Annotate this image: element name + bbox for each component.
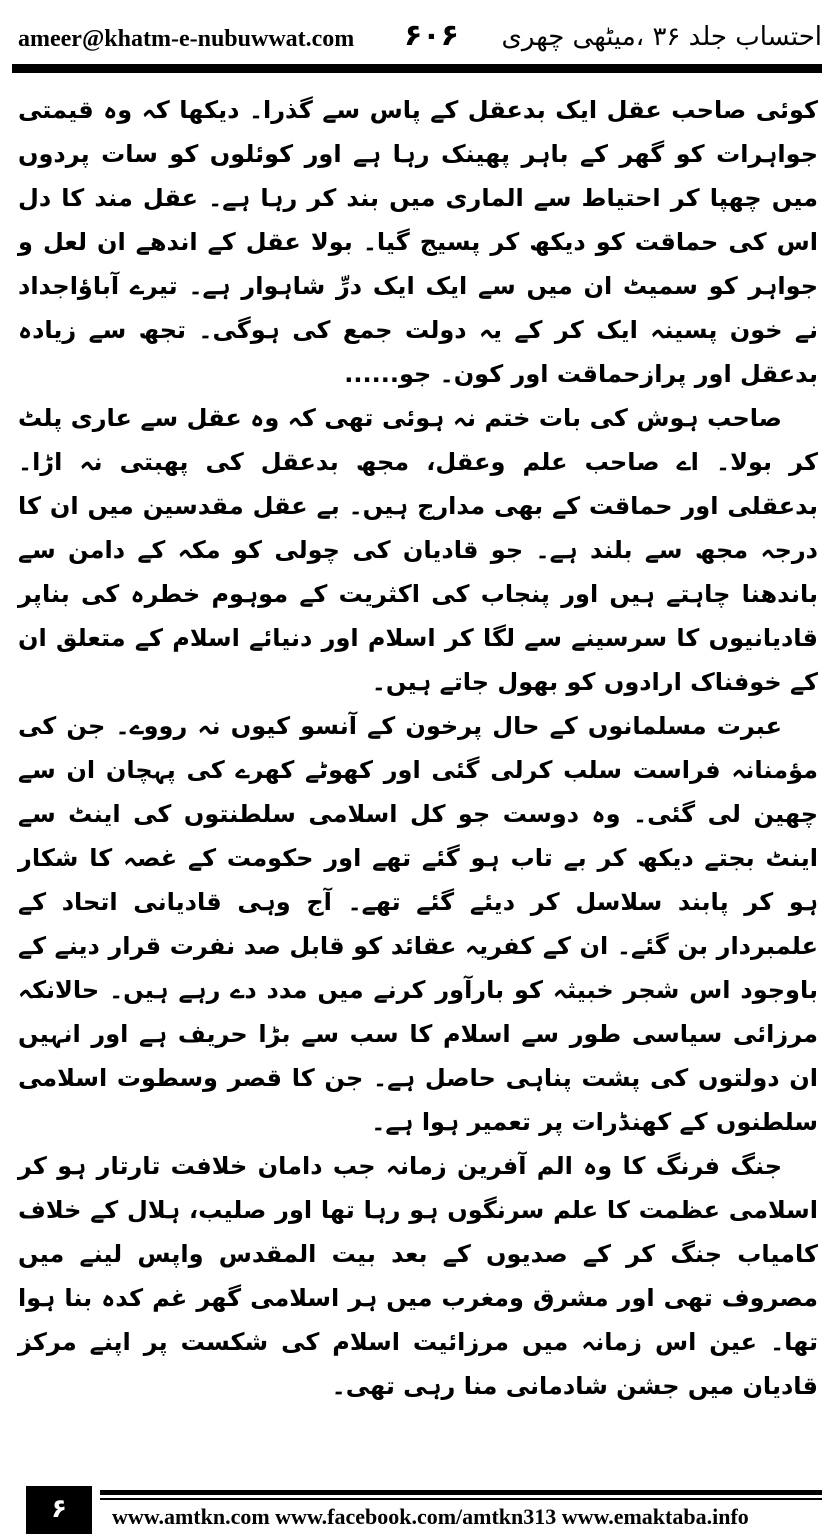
page-header bbox=[18, 14, 822, 56]
footer-page-box: ۶ bbox=[26, 1486, 92, 1534]
footer-links[interactable]: www.amtkn.com www.facebook.com/amtkn313 www.emaktaba.info bbox=[112, 1504, 749, 1529]
paragraph-4: جنگ فرنگ کا وہ الم آفرین زمانہ جب دامان خلافت تارتار ہو کر اسلامی عظمت کا علم سرنگوں ہو رہا تھا اور صلیب، ہلال کے خلاف کامیاب جنگ کر کے صدیوں کے بعد بیت المقدس واپس لینے میں مصروف تھی اور مشرق ومغرب میں ہر اسلامی گھر غم کدہ بنا ہوا تھا۔ عین اس زمانہ میں مرزائیت اسلام کی شکست پر اپنے مرکز قادیان میں جشن شادمانی منا رہی تھی۔ bbox=[18, 1152, 818, 1400]
book-title: احتساب جلد ۳۶ ،میٹھی چھری bbox=[501, 22, 822, 52]
footer-rule-thin bbox=[100, 1498, 822, 1500]
paragraph-3: عبرت مسلمانوں کے حال پرخون کے آنسو کیوں نہ رووے۔ جن کی مؤمنانہ فراست سلب کرلی گئی اور کھوٹے کھرے کی پہچان ان سے چھین لی گئی۔ وہ دوست جو کل اسلامی سلطنتوں کی اینٹ سے اینٹ بجتے دیکھ کر بے تاب ہو گئے تھے اور حکومت کے غصہ کا شکار ہو کر پابند سلاسل کر دیئے گئے تھے۔ آج وہی قادیانی اتحاد کے علمبردار بن گئے۔ ان کے کفریہ عقائد کو قابل صد نفرت قرار دینے کے باوجود اس شجر خبیثہ کو بارآور کرنے میں مدد دے رہے ہیں۔ حالانکہ مرزائی سیاسی طور سے اسلام کا سب سے بڑا حریف ہے اور انہیں ان دولتوں کی پشت پناہی حاصل ہے۔ جن کا قصر وسطوت اسلامی سلطنوں کے کھنڈرات پر تعمیر ہوا ہے۔ bbox=[18, 712, 818, 1136]
header-rule bbox=[12, 64, 822, 73]
footer-rule bbox=[100, 1490, 822, 1495]
paragraph-1: کوئی صاحب عقل ایک بدعقل کے پاس سے گذرا۔ دیکھا کہ وہ قیمتی جواہرات کو گھر کے باہر پھینک رہا ہے اور کوئلوں کو سات پردوں میں چھپا کر احتیاط سے الماری میں بند کر رہا ہے۔ عقل مند کا دل اس کی حماقت کو دیکھ کر پسیج گیا۔ بولا عقل کے اندھے ان لعل و جواہر کو سمیٹ ان میں سے ایک ایک درِّ شاہوار ہے۔ تیرے آباؤاجداد نے خون پسینہ ایک کر کے یہ دولت جمع کی ہوگی۔ تجھ سے زیادہ بدعقل اور پرازحماقت اور کون۔ جو...... bbox=[18, 96, 818, 388]
header-email[interactable]: ameer@khatm-e-nubuwwat.com bbox=[18, 26, 355, 52]
page-number: ۶۰۶ bbox=[404, 18, 459, 53]
body-text bbox=[18, 88, 818, 1408]
paragraph-2: صاحب ہوش کی بات ختم نہ ہوئی تھی کہ وہ عقل سے عاری پلٹ کر بولا۔ اے صاحب علم وعقل، مجھ بدعقل کی پھبتی نہ اڑا۔ بدعقلی اور حماقت کے بھی مدارج ہیں۔ بے عقل مقدسین میں ان کا درجہ مجھ سے بلند ہے۔ جو قادیان کی چولی کو مکہ کے دامن سے باندھنا چاہتے ہیں اور پنجاب کی اکثریت کے موہوم خطرہ کی بناپر قادیانیوں کا سرسینے سے لگا کر اسلام اور دنیائے اسلام کے متعلق ان کے خوفناک ارادوں کو بھول جاتے ہیں۔ bbox=[18, 404, 818, 696]
